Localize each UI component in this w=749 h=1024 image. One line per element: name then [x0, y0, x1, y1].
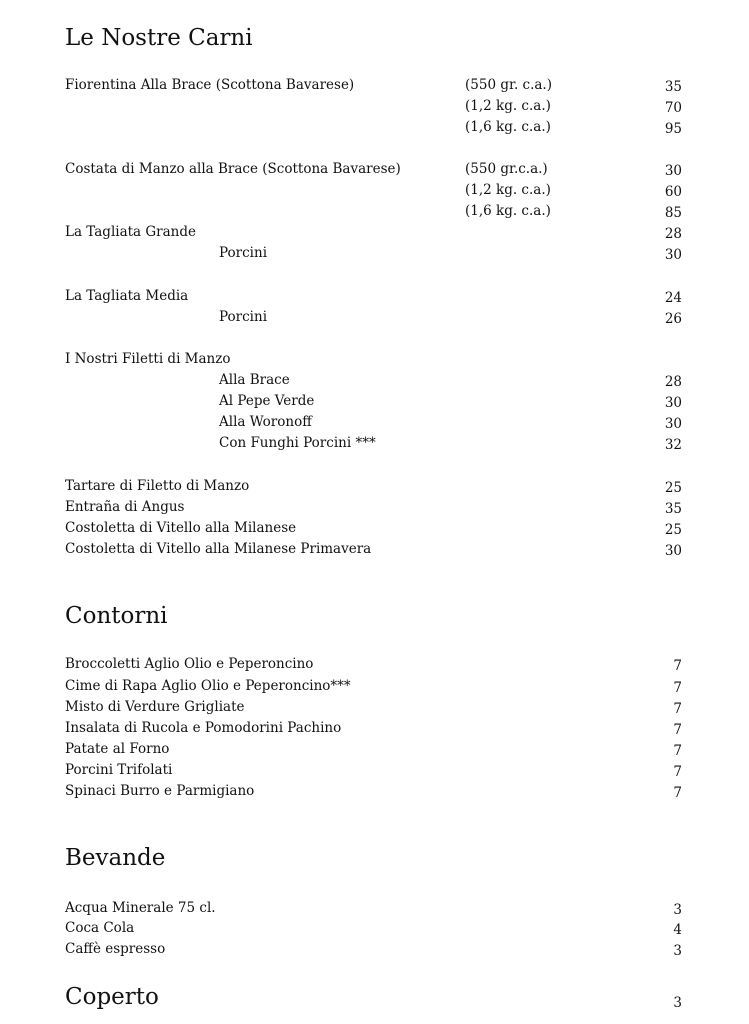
section-title: Bevande — [65, 845, 166, 871]
menu-item-price: 3 — [673, 943, 682, 959]
menu-item-weight: (550 gr. c.a.) — [465, 77, 552, 93]
menu-item-name: Broccoletti Aglio Olio e Peperoncino — [65, 656, 314, 672]
menu-item-price: 28 — [664, 226, 682, 242]
menu-item-name: Spinaci Burro e Parmigiano — [65, 783, 255, 799]
menu-item-name: Porcini Trifolati — [65, 762, 173, 778]
menu-item-weight: (1,2 kg. c.a.) — [465, 182, 551, 198]
menu-item-price: 30 — [664, 247, 682, 263]
menu-item-price: 30 — [664, 543, 682, 559]
menu-item-name: Coca Cola — [65, 920, 135, 936]
menu-item-price: 7 — [673, 658, 682, 674]
menu-item-name: Cime di Rapa Aglio Olio e Peperoncino*** — [65, 678, 351, 694]
menu-item-name: Acqua Minerale 75 cl. — [65, 900, 216, 916]
menu-item-price: 7 — [673, 722, 682, 738]
menu-item-price: 7 — [673, 743, 682, 759]
menu-item-name: La Tagliata Grande — [65, 224, 197, 240]
menu-item-price: 26 — [664, 311, 682, 327]
menu-item-price: 30 — [664, 416, 682, 432]
menu-item-name: Alla Woronoff — [219, 414, 312, 430]
menu-item-name: Alla Brace — [219, 372, 290, 388]
menu-item-name: Insalata di Rucola e Pomodorini Pachino — [65, 720, 342, 736]
menu-item-name: Porcini — [219, 245, 268, 261]
section-title: Le Nostre Carni — [65, 25, 253, 51]
menu-item-price: 4 — [673, 922, 682, 938]
menu-item-weight: (550 gr.c.a.) — [465, 161, 548, 177]
menu-item-name: Misto di Verdure Grigliate — [65, 699, 245, 715]
menu-item-name: Con Funghi Porcini *** — [219, 435, 376, 451]
menu-item-weight: (1,2 kg. c.a.) — [465, 98, 551, 114]
menu-item-price: 24 — [664, 290, 682, 306]
menu-item-price: 7 — [673, 680, 682, 696]
menu-item-weight: (1,6 kg. c.a.) — [465, 119, 551, 135]
menu-item-price: 95 — [664, 121, 682, 137]
menu-item-price: 7 — [673, 701, 682, 717]
menu-item-name: Porcini — [219, 309, 268, 325]
menu-item-price: 35 — [664, 501, 682, 517]
menu-item-price: 60 — [664, 184, 682, 200]
menu-item-price: 7 — [673, 764, 682, 780]
menu-item-name: I Nostri Filetti di Manzo — [65, 351, 231, 367]
menu-item-weight: (1,6 kg. c.a.) — [465, 203, 551, 219]
menu-item-name: La Tagliata Media — [65, 288, 189, 304]
menu-item-name: Costoletta di Vitello alla Milanese — [65, 520, 297, 536]
menu-item-name: Tartare di Filetto di Manzo — [65, 478, 250, 494]
menu-item-price: 85 — [664, 205, 682, 221]
menu-item-price: 25 — [664, 522, 682, 538]
menu-item-price: 28 — [664, 374, 682, 390]
menu-item-name: Entraña di Angus — [65, 499, 185, 515]
menu-item-name: Fiorentina Alla Brace (Scottona Bavarese) — [65, 77, 355, 93]
menu-item-price: 3 — [673, 902, 682, 918]
section-price: 3 — [673, 995, 682, 1011]
menu-item-price: 25 — [664, 480, 682, 496]
menu-item-name: Al Pepe Verde — [219, 393, 315, 409]
section-title: Coperto — [65, 984, 159, 1010]
menu-item-price: 35 — [664, 79, 682, 95]
menu-item-price: 7 — [673, 785, 682, 801]
menu-item-name: Patate al Forno — [65, 741, 170, 757]
menu-item-name: Costata di Manzo alla Brace (Scottona Bavarese) — [65, 161, 401, 177]
menu-item-name: Caffè espresso — [65, 941, 166, 957]
menu-item-name: Costoletta di Vitello alla Milanese Primavera — [65, 541, 372, 557]
menu-item-price: 30 — [664, 395, 682, 411]
menu-item-price: 30 — [664, 163, 682, 179]
section-title: Contorni — [65, 603, 168, 629]
menu-item-price: 32 — [664, 437, 682, 453]
menu-item-price: 70 — [664, 100, 682, 116]
